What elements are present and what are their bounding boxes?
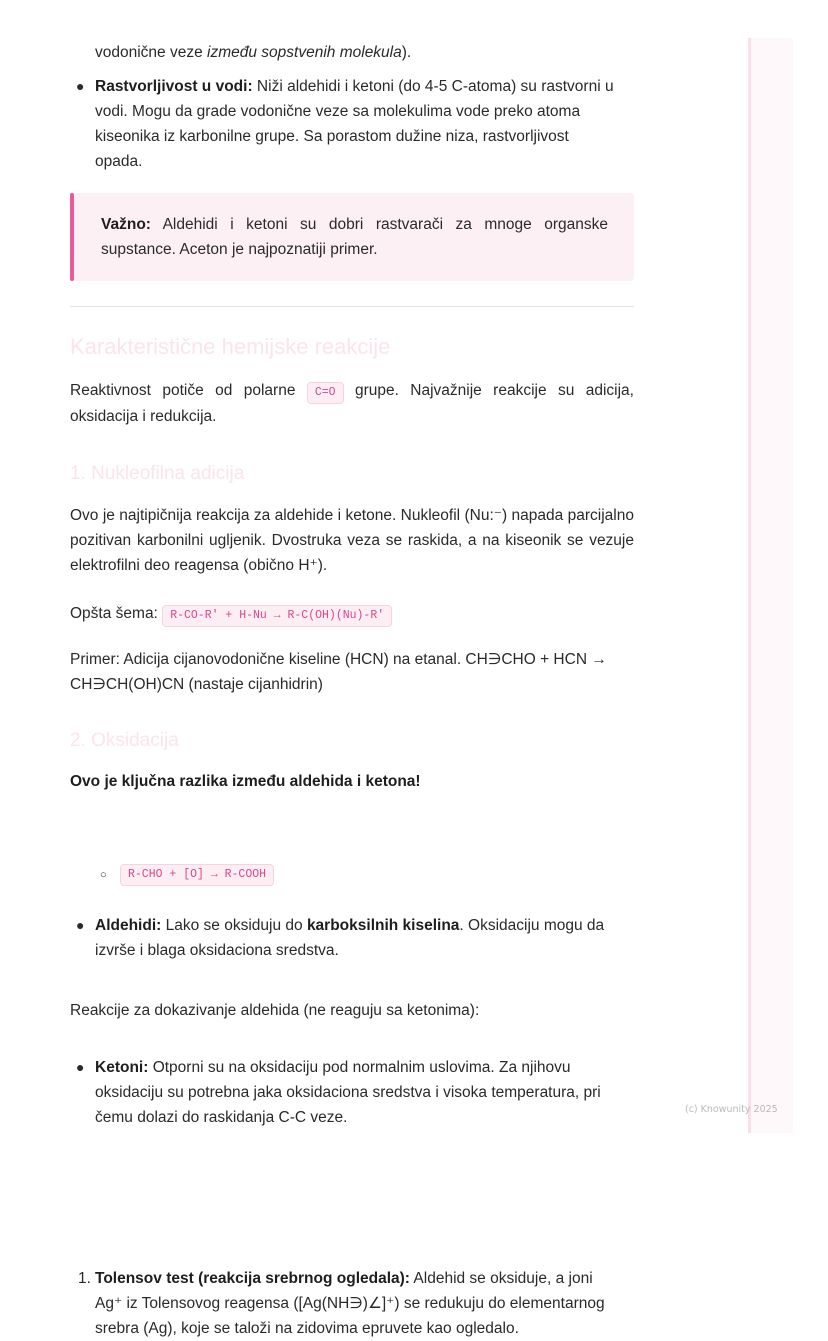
key-statement bbox=[70, 769, 634, 794]
callout-text bbox=[101, 212, 608, 262]
item-bold: karboksilnih kiselina bbox=[306, 917, 460, 934]
page-edge-strip bbox=[748, 38, 793, 1133]
intro-text: grupe. Najvažnije reakcije su adicija, oksidacija i redukcija. bbox=[70, 382, 634, 425]
document-page bbox=[70, 0, 634, 1337]
tests-intro: Reakcije za dokazivanje aldehida (ne reaguju sa ketonima): bbox=[70, 1002, 480, 1019]
fragment-italic: između sopstvenih molekula bbox=[207, 44, 402, 61]
copyright-footer: (c) Knowunity 2025 bbox=[685, 1104, 778, 1115]
fragment-suffix: ). bbox=[401, 44, 412, 61]
code-aldehyde-oxidation: R-CHO + [O] → R-COOH bbox=[120, 864, 274, 886]
bullet-icon: ● bbox=[76, 917, 85, 933]
text-fragment bbox=[70, 40, 634, 65]
section-heading: Karakteristične hemijske reakcije bbox=[70, 334, 391, 359]
subsection-heading-nucleophilic: 1. Nukleofilna adicija bbox=[70, 463, 245, 484]
nucleophilic-paragraph: Ovo je najtipičnija reakcija za aldehide i ketone. Nukleofil (Nu:⁻) napada parcijalno pozitivan karbonilni ugljenik. Dvostruka veza se raskida, a na kiseonik se vezuje elektrofilni deo reagensa (obično H⁺). bbox=[70, 507, 634, 574]
list-item-aldehydes bbox=[70, 913, 659, 963]
callout-label: Važno: bbox=[101, 216, 151, 233]
bullet-icon: ● bbox=[76, 78, 85, 94]
section-divider bbox=[70, 306, 634, 307]
general-scheme bbox=[70, 601, 634, 627]
numbered-item-tollens bbox=[70, 1266, 659, 1341]
item-text: čemu dolazi do raskidanja C-C veze. bbox=[95, 1109, 348, 1126]
intro-text: Reaktivnost potiče od polarne bbox=[70, 382, 307, 399]
list-item-solubility bbox=[70, 74, 659, 174]
example-line: Primer: Adicija cijanovodonične kiseline (HCN) na etanal. CH∋CHO + HCN → bbox=[70, 651, 607, 668]
item-label: Ketoni: bbox=[95, 1059, 149, 1076]
item-text: Aldehid se oksiduje, a joni bbox=[409, 1270, 593, 1287]
section-intro bbox=[70, 378, 634, 429]
callout-body: Aldehidi i ketoni su dobri rastvarači za mnoge organske supstance. Aceton je najpoznatiji primer. bbox=[101, 216, 608, 258]
item-label: Aldehidi: bbox=[95, 917, 162, 934]
subsection-heading-oxidation: 2. Oksidacija bbox=[70, 730, 179, 751]
scheme-label: Opšta šema: bbox=[70, 605, 158, 622]
list-number: 1. bbox=[78, 1270, 91, 1287]
list-item-ketones bbox=[70, 1055, 659, 1130]
item-text: Lako se oksiduju do bbox=[161, 917, 307, 934]
fragment-prefix: vodonične veze bbox=[95, 44, 208, 61]
example-line: CH∋CH(OH)CN (nastaje cijanhidrin) bbox=[70, 676, 323, 693]
example-paragraph bbox=[70, 647, 634, 697]
item-text: vodi. Mogu da grade vodonične veze sa molekulima vode preko atoma bbox=[95, 103, 581, 120]
item-text: kiseonika iz karbonilne grupe. Sa porastom dužine niza, rastvorljivost bbox=[95, 128, 569, 145]
key-statement-text: Ovo je ključna razlika između aldehida i ketona! bbox=[70, 773, 421, 790]
item-text: srebra (Ag), koje se taloži na zidovima epruvete kao ogledalo. bbox=[95, 1320, 519, 1337]
bullet-icon: ● bbox=[76, 1059, 85, 1075]
code-carbonyl: C=O bbox=[307, 382, 344, 404]
item-text: Niži aldehidi i ketoni (do 4-5 C-atoma) su rastvorni u bbox=[252, 78, 614, 95]
item-text: oksidaciju su potrebna jaka oksidaciona sredstva i visoka temperatura, pri bbox=[95, 1084, 601, 1101]
code-scheme: R-CO-R' + H-Nu → R-C(OH)(Nu)-R' bbox=[162, 605, 392, 627]
item-text: Ag⁺ iz Tolensovog reagensa ([Ag(NH∋)∠]⁺) se redukuju do elementarnog bbox=[95, 1295, 605, 1312]
item-text: opada. bbox=[95, 153, 143, 170]
item-label: Rastvorljivost u vodi: bbox=[95, 78, 253, 95]
callout-accent-bar bbox=[70, 193, 74, 281]
item-text: . Oksidaciju mogu da bbox=[459, 917, 605, 934]
item-text: izvrše i blaga oksidaciona sredstva. bbox=[95, 942, 339, 959]
item-label: Tolensov test (reakcija srebrnog ogledala): bbox=[95, 1270, 410, 1287]
circle-bullet-icon: ○ bbox=[100, 869, 107, 881]
important-callout bbox=[70, 193, 634, 281]
item-text: Otporni su na oksidaciju pod normalnim uslovima. Za njihovu bbox=[148, 1059, 571, 1076]
